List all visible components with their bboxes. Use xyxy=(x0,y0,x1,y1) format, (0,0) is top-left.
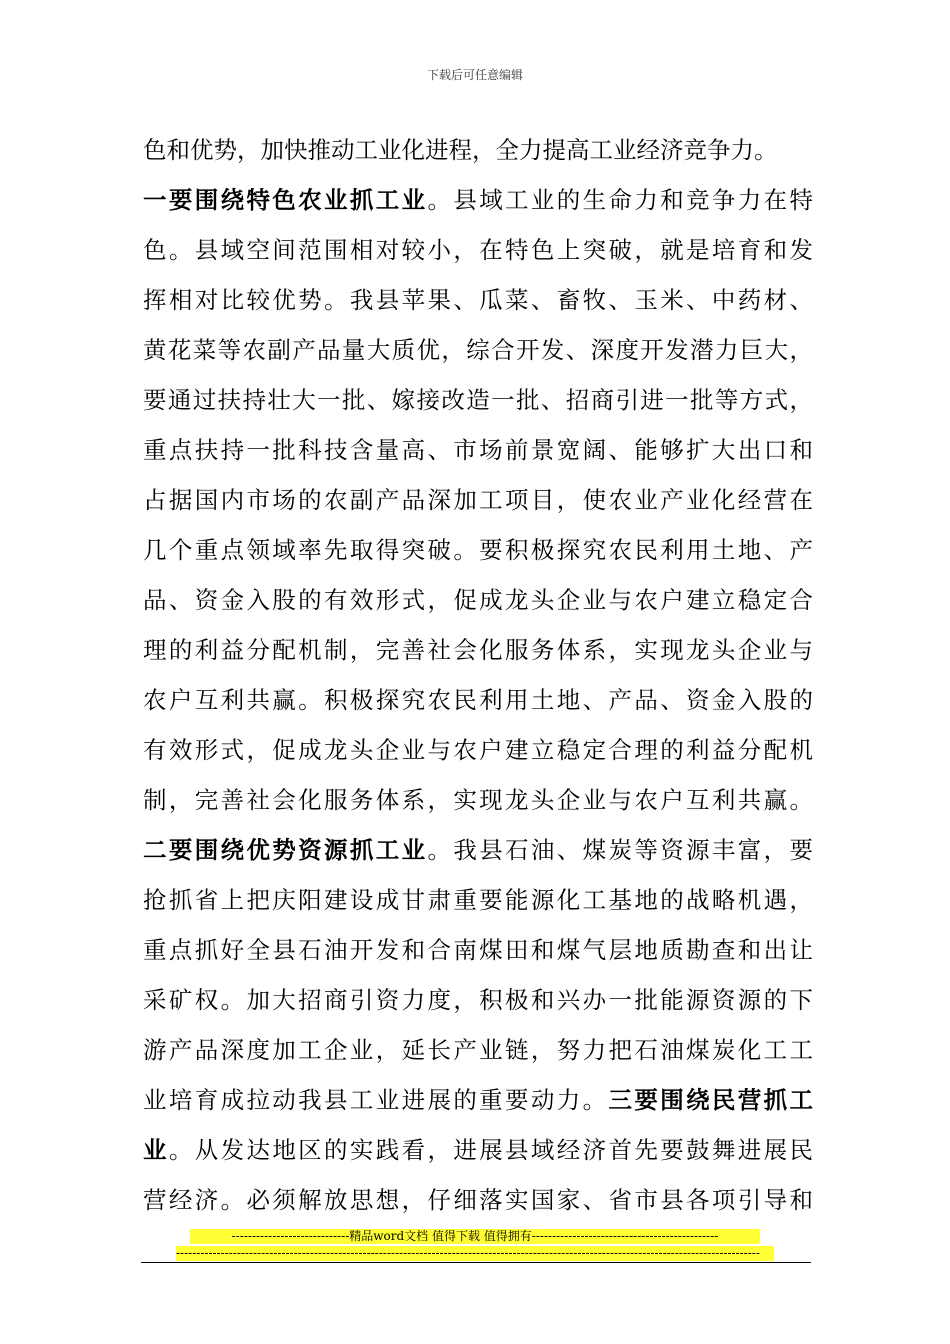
body-text: 挥相对比较优势。我县苹果、瓜菜、畜牧、玉米、中药材、 xyxy=(143,286,813,314)
body-text: 有效形式，促成龙头企业与农户建立稳定合理的利益分配机 xyxy=(143,736,813,764)
body-text: 游产品深度加工企业，延长产业链，努力把石油煤炭化工工 xyxy=(143,1036,813,1064)
body-text: 色。县域空间范围相对较小，在特色上突破，就是培育和发 xyxy=(143,236,813,264)
text-line xyxy=(143,928,813,978)
body-text: 理的利益分配机制，完善社会化服务体系，实现龙头企业与 xyxy=(143,636,813,664)
text-line xyxy=(143,478,813,528)
text-line xyxy=(143,528,813,578)
text-line xyxy=(143,428,813,478)
document-body xyxy=(143,128,813,1228)
body-text: 占据国内市场的农副产品深加工项目，使农业产业化经营在 xyxy=(143,486,813,514)
body-text: 采矿权。加大招商引资力度，积极和兴办一批能源资源的下 xyxy=(143,986,813,1014)
text-line xyxy=(143,1028,813,1078)
text-line xyxy=(143,828,813,878)
text-line xyxy=(143,128,813,178)
text-line xyxy=(143,628,813,678)
body-text: 。我县石油、煤炭等资源丰富，要 xyxy=(427,836,814,864)
body-text: 重点抓好全县石油开发和合南煤田和煤气层地质勘查和出让 xyxy=(143,936,813,964)
bold-heading-text: 一要围绕特色农业抓工业 xyxy=(143,186,428,214)
text-line xyxy=(143,228,813,278)
body-text: 制，完善社会化服务体系，实现龙头企业与农户互利共赢。 xyxy=(143,786,813,814)
text-line xyxy=(143,678,813,728)
body-text: 业培育成拉动我县工业进展的重要动力。 xyxy=(143,1086,609,1114)
text-line xyxy=(143,728,813,778)
body-text: 农户互利共赢。积极探究农民利用土地、产品、资金入股的 xyxy=(143,686,813,714)
text-line xyxy=(143,1128,813,1178)
text-line xyxy=(143,378,813,428)
body-text: 几个重点领域率先取得突破。要积极探究农民利用土地、产 xyxy=(143,536,813,564)
text-line xyxy=(143,1178,813,1228)
bold-heading-text: 业 xyxy=(143,1136,169,1164)
page-header: 下载后可任意编辑 xyxy=(426,68,523,82)
body-text: 。县域工业的生命力和竞争力在特 xyxy=(427,186,814,214)
bold-heading-text: 三要围绕民营抓工 xyxy=(608,1086,814,1114)
text-line xyxy=(143,978,813,1028)
text-line xyxy=(143,1078,813,1128)
text-line xyxy=(143,278,813,328)
text-line xyxy=(143,328,813,378)
footer-dash-line: ------------------------------------------------------------------------------------------------------------------------------------------------ xyxy=(176,1246,774,1261)
text-line xyxy=(143,178,813,228)
body-text: 重点扶持一批科技含量高、市场前景宽阔、能够扩大出口和 xyxy=(143,436,813,464)
text-line xyxy=(143,878,813,928)
body-text: 要通过扶持壮大一批、嫁接改造一批、招商引进一批等方式， xyxy=(143,386,813,414)
footer-rule xyxy=(141,1262,811,1263)
body-text: 营经济。必须解放思想，仔细落实国家、省市县各项引导和 xyxy=(143,1186,813,1214)
body-text: 抢抓省上把庆阳建设成甘肃重要能源化工基地的战略机遇， xyxy=(143,886,813,914)
body-text: 。从发达地区的实践看，进展县域经济首先要鼓舞进展民 xyxy=(168,1136,814,1164)
body-text: 品、资金入股的有效形式，促成龙头企业与农户建立稳定合 xyxy=(143,586,813,614)
footer-banner: -----------------------------精品word文档 值得下载 值得拥有---------------------------------------------- xyxy=(190,1229,760,1244)
text-line xyxy=(143,578,813,628)
bold-heading-text: 二要围绕优势资源抓工业 xyxy=(143,836,428,864)
text-line xyxy=(143,778,813,828)
body-text: 色和优势，加快推动工业化进程，全力提高工业经济竞争力。 xyxy=(143,136,778,164)
body-text: 黄花菜等农副产品量大质优，综合开发、深度开发潜力巨大， xyxy=(143,336,813,364)
